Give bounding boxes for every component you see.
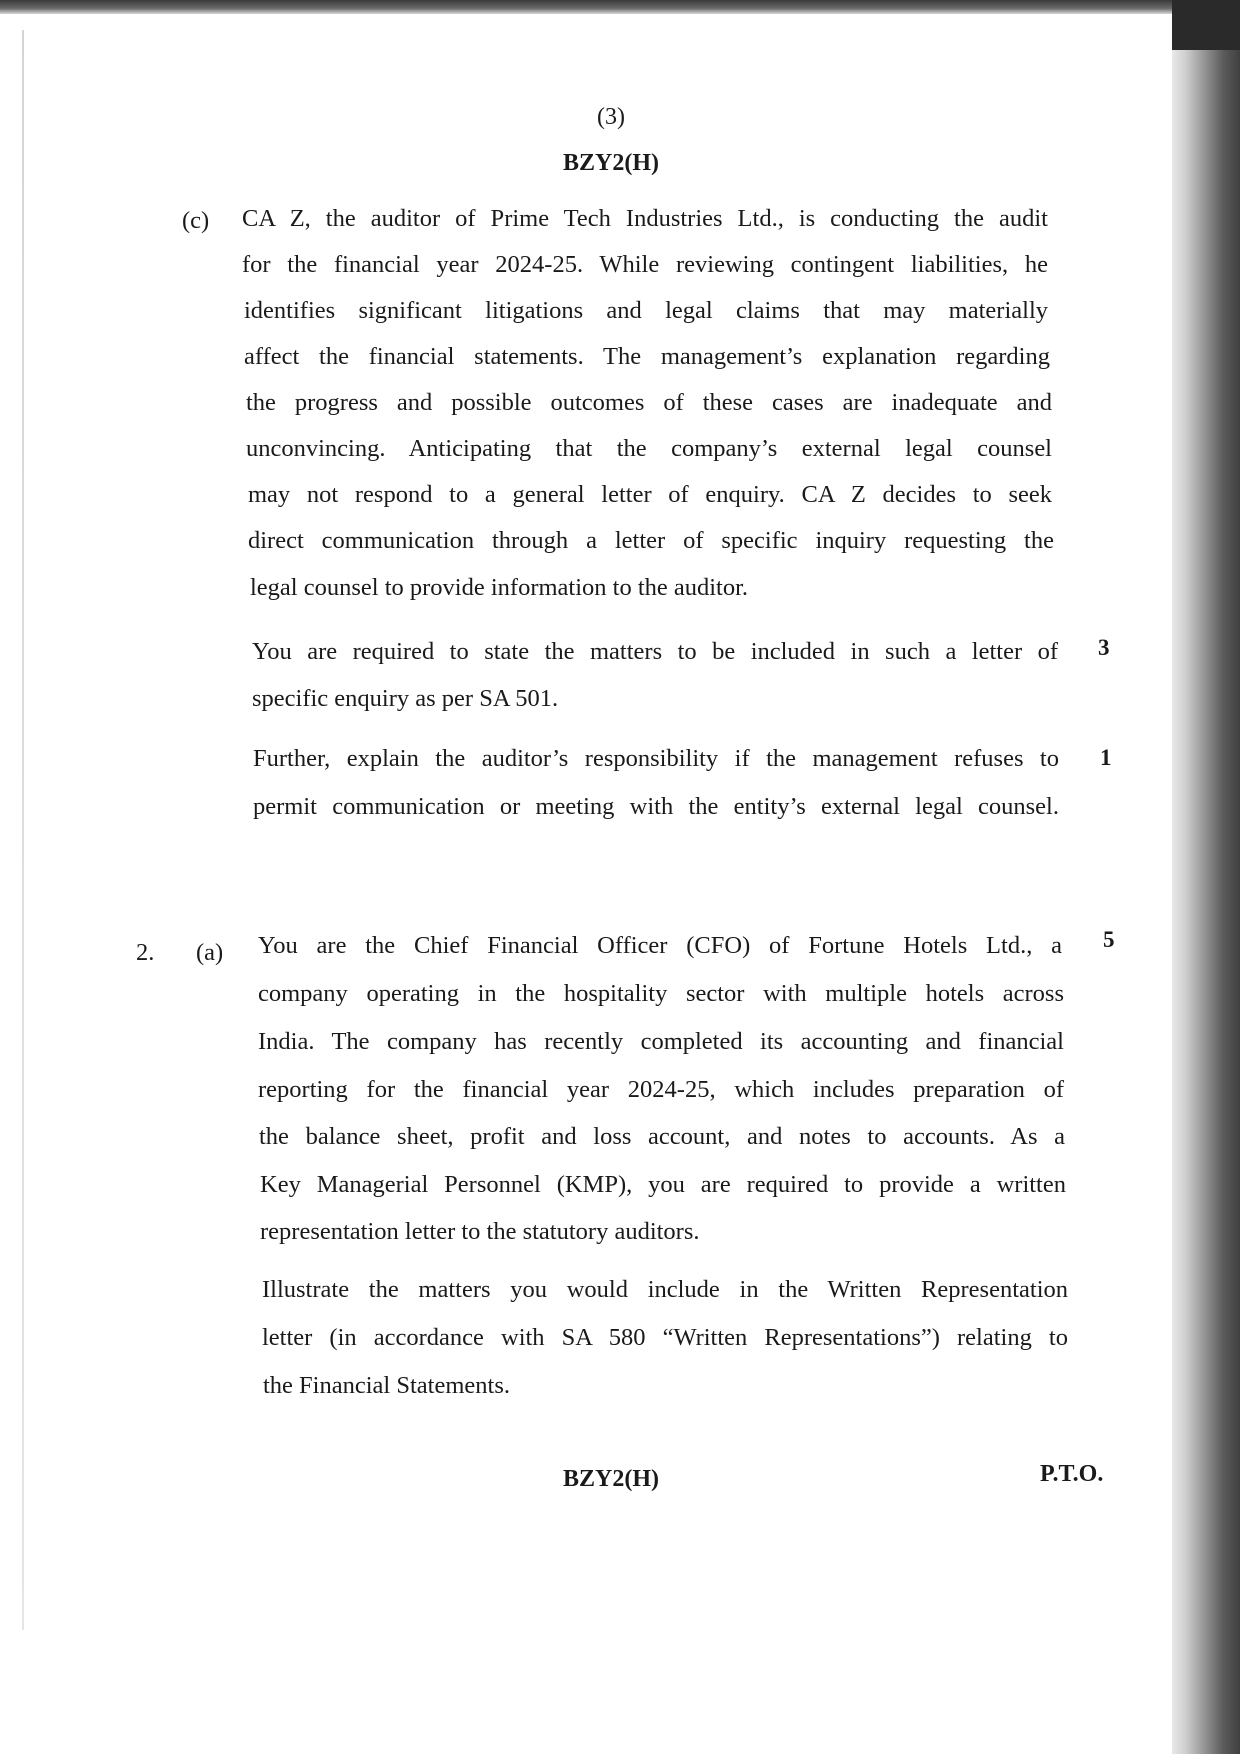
q2a-label: (a)	[196, 939, 224, 966]
q2a-line: India. The company has recently completed its accounting and financial	[258, 1028, 1064, 1055]
q1c-requirement-2-line: permit communication or meeting with the entity’s external legal counsel.	[253, 793, 1059, 820]
q1c-requirement-1-marks: 3	[1098, 635, 1110, 660]
q2a-requirement-line: Illustrate the matters you would include in the Written Representation	[262, 1276, 1068, 1303]
q2a-line: the balance sheet, profit and loss account, and notes to accounts. As a	[259, 1123, 1065, 1150]
scan-corner-shadow	[1172, 0, 1240, 50]
q2a-line: Key Managerial Personnel (KMP), you are required to provide a written	[260, 1171, 1066, 1198]
q2a-requirement-line: letter (in accordance with SA 580 “Written Representations”) relating to	[262, 1324, 1068, 1351]
q1c-label: (c)	[182, 207, 210, 234]
q2a-line: company operating in the hospitality sector with multiple hotels across	[258, 980, 1064, 1007]
q1c-line: CA Z, the auditor of Prime Tech Industries Ltd., is conducting the audit	[242, 205, 1048, 232]
q1c-requirement-2-marks: 1	[1100, 745, 1112, 770]
q2a-requirement-line: the Financial Statements.	[263, 1372, 510, 1399]
q2a-line: You are the Chief Financial Officer (CFO) of Fortune Hotels Ltd., a	[258, 932, 1062, 959]
q1c-line: identifies significant litigations and legal claims that may materially	[244, 297, 1048, 324]
q1c-line: for the financial year 2024-25. While reviewing contingent liabilities, he	[242, 251, 1048, 278]
q2a-line: representation letter to the statutory auditors.	[260, 1218, 700, 1245]
q2a-marks: 5	[1103, 927, 1115, 952]
please-turn-over: P.T.O.	[1040, 1461, 1104, 1487]
q1c-line: affect the financial statements. The management’s explanation regarding	[244, 343, 1050, 370]
q2a-line: reporting for the financial year 2024-25, which includes preparation of	[258, 1076, 1064, 1103]
q1c-line: direct communication through a letter of specific inquiry requesting the	[248, 527, 1054, 554]
q1c-requirement-1-line: specific enquiry as per SA 501.	[252, 685, 559, 712]
q1c-line: the progress and possible outcomes of these cases are inadequate and	[246, 389, 1052, 416]
q1c-requirement-1-line: You are required to state the matters to be included in such a letter of	[252, 638, 1058, 665]
scan-edge-left	[22, 30, 24, 1630]
page-number: (3)	[597, 104, 625, 130]
q1c-line: legal counsel to provide information to the auditor.	[250, 574, 749, 601]
q1c-line: unconvincing. Anticipating that the company’s external legal counsel	[246, 435, 1052, 462]
q1c-line: may not respond to a general letter of enquiry. CA Z decides to seek	[248, 481, 1052, 508]
scan-edge-top	[0, 0, 1180, 14]
q2-number: 2.	[136, 939, 155, 966]
q1c-requirement-2-line: Further, explain the auditor’s responsibility if the management refuses to	[253, 745, 1059, 772]
header-paper-code: BZY2(H)	[563, 150, 659, 176]
footer-paper-code: BZY2(H)	[563, 1466, 659, 1492]
